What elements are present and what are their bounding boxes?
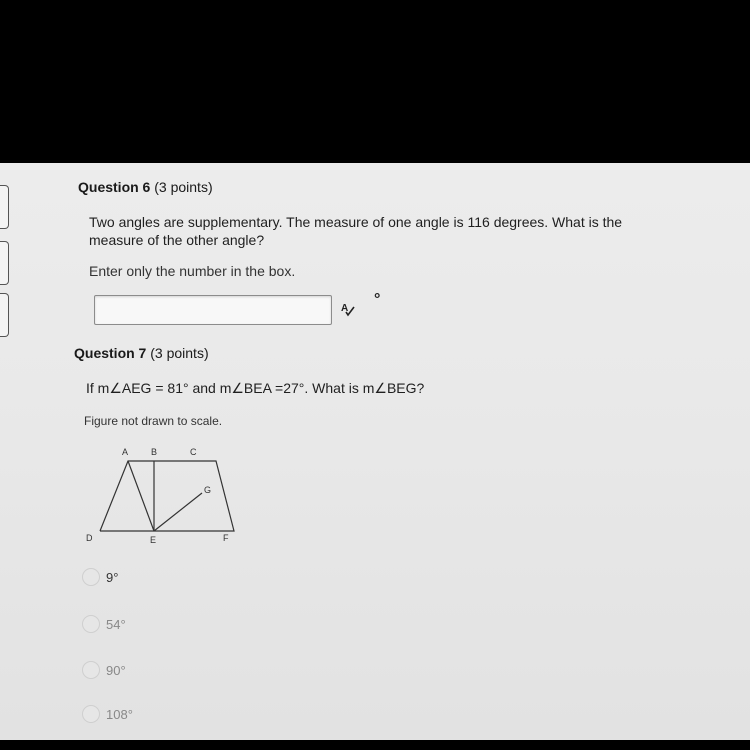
option-108-label: 108° bbox=[106, 706, 133, 722]
sidebar-tab-2[interactable] bbox=[0, 241, 9, 285]
radio-9[interactable] bbox=[82, 568, 100, 586]
option-9[interactable] bbox=[82, 568, 118, 586]
geometry-figure bbox=[82, 441, 252, 549]
option-9-label: 9° bbox=[106, 569, 119, 585]
option-108[interactable] bbox=[82, 705, 133, 723]
label-g: G bbox=[204, 485, 212, 495]
svg-text:A: A bbox=[341, 303, 349, 314]
segment-eg bbox=[154, 493, 202, 531]
option-90[interactable] bbox=[82, 661, 126, 679]
label-d: D bbox=[86, 533, 93, 543]
radio-108[interactable] bbox=[82, 705, 100, 723]
sidebar-tab-3[interactable] bbox=[0, 293, 9, 337]
label-c: C bbox=[190, 447, 197, 457]
label-e: E bbox=[150, 535, 157, 545]
figure-note: Figure not drawn to scale. bbox=[84, 414, 223, 428]
question-7-prompt: If m∠AEG = 81° and m∠BEA =27°. What is m∠BEG? bbox=[86, 380, 425, 396]
label-a: A bbox=[122, 447, 129, 457]
option-90-label: 90° bbox=[106, 662, 126, 678]
radio-90[interactable] bbox=[82, 661, 100, 679]
question-7-label: Question 7 bbox=[74, 345, 147, 361]
sidebar-tab-1[interactable] bbox=[0, 185, 9, 229]
question-6-instruction: Enter only the number in the box. bbox=[89, 263, 296, 279]
segment-ae bbox=[128, 461, 154, 531]
label-f: F bbox=[223, 533, 229, 543]
option-54-label: 54° bbox=[106, 616, 126, 632]
radio-54[interactable] bbox=[82, 615, 100, 633]
label-b: B bbox=[151, 447, 158, 457]
question-7-title bbox=[74, 345, 209, 361]
question-6-title bbox=[78, 179, 213, 195]
quiz-screen bbox=[0, 163, 750, 740]
question-6-points: (3 points) bbox=[150, 179, 213, 195]
degree-symbol-button[interactable]: ° bbox=[374, 291, 381, 308]
question-7-points: (3 points) bbox=[146, 345, 209, 361]
question-6-label: Question 6 bbox=[78, 179, 151, 195]
question-6-prompt: Two angles are supplementary. The measure of one angle is 116 degrees. What is the measure of the other angle? bbox=[89, 214, 623, 248]
option-54[interactable] bbox=[82, 615, 126, 633]
answer-input[interactable] bbox=[94, 295, 332, 325]
spellcheck-icon[interactable] bbox=[340, 301, 356, 321]
bottom-bezel bbox=[0, 740, 750, 750]
